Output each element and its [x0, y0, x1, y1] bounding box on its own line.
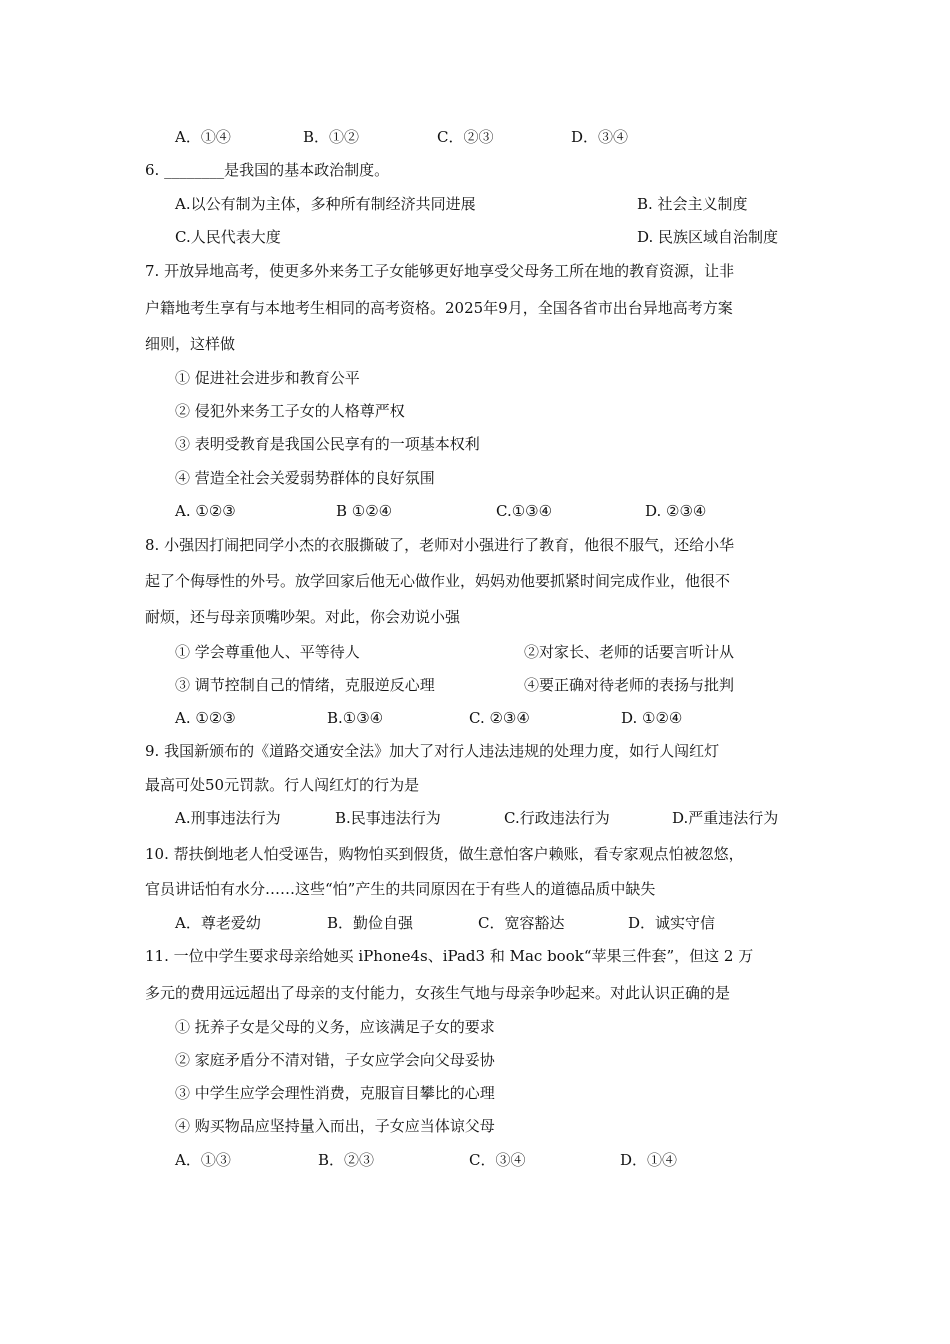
- option-d: D.严重违法行为: [672, 809, 779, 827]
- question-stem-line: 耐烦，还与母亲顶嘴吵架。对此，你会劝说小强: [145, 608, 461, 626]
- question-stem-line: 户籍地考生享有与本地考生相同的高考资格。2025年9月，全国各省市出台异地高考方案: [145, 299, 733, 317]
- option-b: B.民事违法行为: [335, 809, 441, 827]
- option-c: C．③④: [469, 1151, 526, 1169]
- statement: ① 促进社会进步和教育公平: [175, 369, 360, 387]
- question-stem-line: 7. 开放异地高考，使更多外来务工子女能够更好地享受父母务工所在地的教育资源，让非: [145, 262, 735, 280]
- question-stem-line: 8. 小强因打闹把同学小杰的衣服撕破了，老师对小强进行了教育，他很不服气，还给小华: [145, 536, 735, 554]
- option-b: B．②③: [318, 1151, 375, 1169]
- option-b: B．①②: [303, 128, 360, 146]
- option-a: A．①④: [175, 128, 231, 146]
- question-stem-line: 最高可处50元罚款。行人闯红灯的行为是: [145, 776, 420, 794]
- statement: ② 侵犯外来务工子女的人格尊严权: [175, 402, 405, 420]
- question-stem-line: 官员讲话怕有水分……这些“怕”产生的共同原因在于有些人的道德品质中缺失: [145, 880, 656, 898]
- question-stem-line: 9. 我国新颁布的《道路交通安全法》加大了对行人违法违规的处理力度，如行人闯红灯: [145, 742, 720, 760]
- statement: ④要正确对待老师的表扬与批判: [524, 676, 735, 694]
- option-a: A. ①②③: [175, 502, 236, 520]
- statement: ③ 中学生应学会理性消费，克服盲目攀比的心理: [175, 1084, 495, 1102]
- option-d: D. 民族区域自治制度: [637, 228, 779, 246]
- statement: ① 抚养子女是父母的义务，应该满足子女的要求: [175, 1018, 495, 1036]
- statement: ③ 表明受教育是我国公民享有的一项基本权利: [175, 435, 480, 453]
- option-a: A.以公有制为主体，多种所有制经济共同进展: [175, 195, 476, 213]
- option-d: D．诚实守信: [628, 914, 716, 932]
- statement: ① 学会尊重他人、平等待人: [175, 643, 360, 661]
- question-stem: 6. ________是我国的基本政治制度。: [145, 161, 390, 179]
- question-stem-line: 细则，这样做: [145, 335, 236, 353]
- question-stem-line: 起了个侮辱性的外号。放学回家后他无心做作业，妈妈劝他要抓紧时间完成作业，他很不: [145, 572, 731, 590]
- option-d: D. ②③④: [645, 502, 707, 520]
- option-a: A. ①②③: [175, 709, 236, 727]
- question-stem-line: 多元的费用远远超出了母亲的支付能力，女孩生气地与母亲争吵起来。对此认识正确的是: [145, 984, 731, 1002]
- option-b: B. 社会主义制度: [637, 195, 748, 213]
- option-a: A.刑事违法行为: [175, 809, 281, 827]
- option-c: C.行政违法行为: [504, 809, 610, 827]
- option-d: D. ①②④: [621, 709, 683, 727]
- statement: ②对家长、老师的话要言听计从: [524, 643, 735, 661]
- option-d: D．③④: [571, 128, 629, 146]
- question-stem-line: 10. 帮扶倒地老人怕受诬告，购物怕买到假货，做生意怕客户赖账，看专家观点怕被忽悠，: [145, 845, 744, 863]
- option-c: C．②③: [437, 128, 494, 146]
- option-c: C.①③④: [496, 502, 553, 520]
- statement: ③ 调节控制自己的情绪，克服逆反心理: [175, 676, 435, 694]
- option-b: B.①③④: [327, 709, 384, 727]
- option-a: A．①③: [175, 1151, 231, 1169]
- option-c: C.人民代表大度: [175, 228, 281, 246]
- option-d: D．①④: [620, 1151, 678, 1169]
- question-stem-line: 11. 一位中学生要求母亲给她买 iPhone4s、iPad3 和 Mac book“苹果三件套”，但这 2 万: [145, 947, 754, 965]
- statement: ④ 营造全社会关爱弱势群体的良好氛围: [175, 469, 435, 487]
- statement: ④ 购买物品应坚持量入而出，子女应当体谅父母: [175, 1117, 495, 1135]
- option-a: A．尊老爱幼: [175, 914, 261, 932]
- option-b: B．勤俭自强: [327, 914, 414, 932]
- statement: ② 家庭矛盾分不清对错，子女应学会向父母妥协: [175, 1051, 495, 1069]
- option-b: B ①②④: [336, 502, 393, 520]
- option-c: C. ②③④: [469, 709, 530, 727]
- option-c: C．宽容豁达: [478, 914, 565, 932]
